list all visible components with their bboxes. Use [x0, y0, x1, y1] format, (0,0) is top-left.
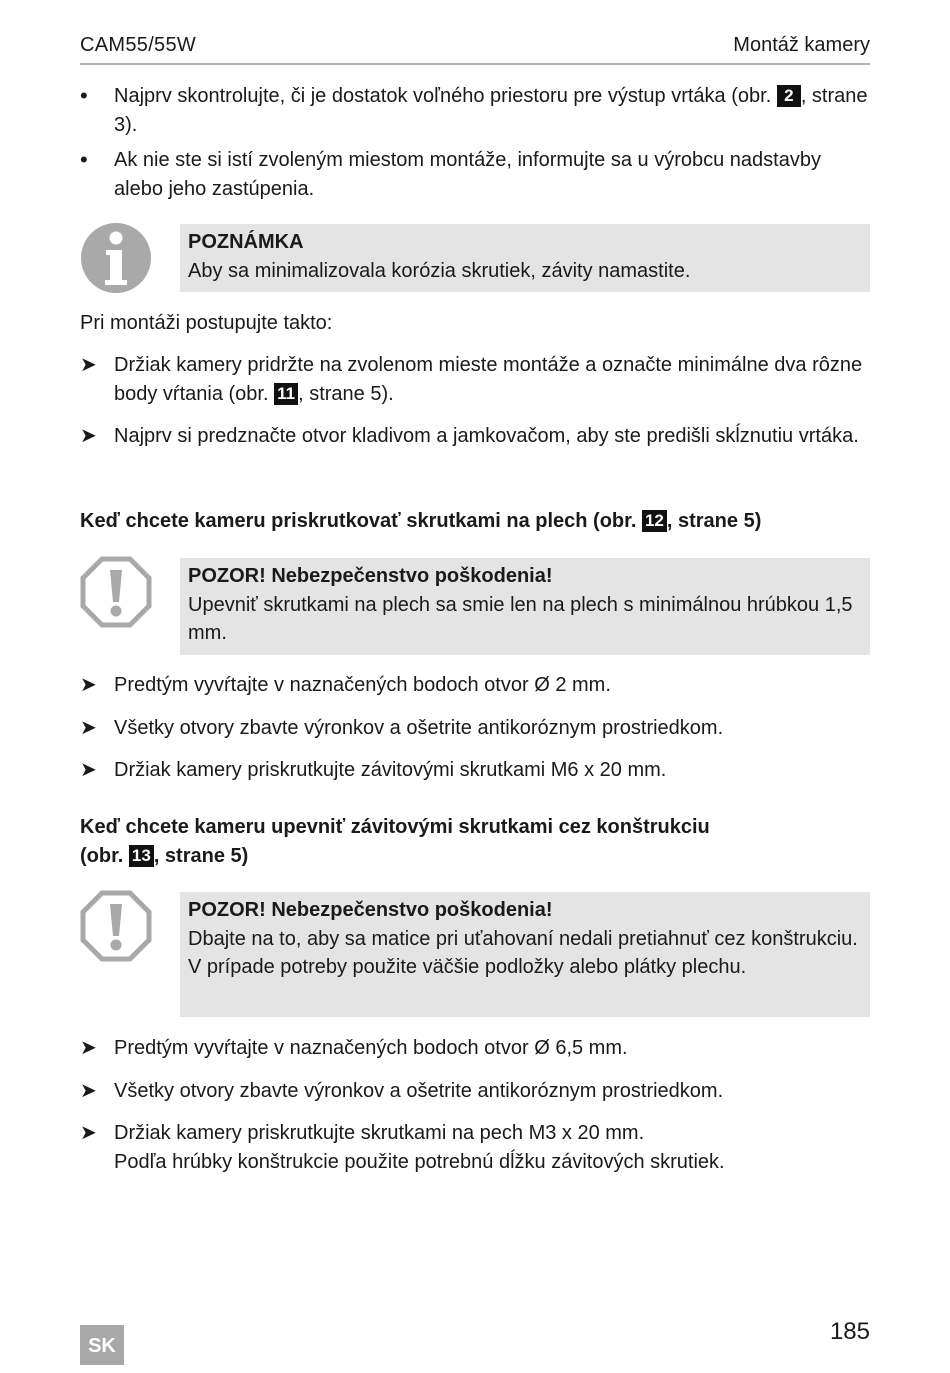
bullet-mark: •	[80, 147, 88, 172]
list-item	[80, 82, 870, 139]
bullet-mark: •	[80, 83, 88, 108]
figure-ref: 12	[642, 510, 667, 532]
note-text: Aby sa minimalizovala korózia skrutiek, závity namastite.	[188, 259, 691, 282]
list-item-text: Podľa hrúbky konštrukcie použite potrebnú dĺžku závitových skrutiek.	[114, 1150, 725, 1173]
list-item	[80, 1119, 870, 1176]
warning-icon	[80, 890, 152, 962]
warning-box	[180, 892, 870, 1017]
list-item	[80, 714, 870, 743]
warning-title: POZOR! Nebezpečenstvo poškodenia!	[188, 899, 553, 921]
info-icon	[80, 222, 152, 294]
warning-icon	[80, 556, 152, 628]
language-badge: SK	[80, 1325, 124, 1365]
page-number: 185	[829, 1318, 870, 1345]
figure-ref: 13	[129, 845, 154, 867]
arrow-icon: ➤	[80, 1080, 97, 1102]
list-item	[80, 422, 870, 451]
list-item-text: , strane 3).	[114, 85, 868, 136]
page-header	[80, 30, 870, 65]
note-title: POZNÁMKA	[188, 231, 304, 253]
section-title: Montáž kamery	[733, 34, 870, 56]
list-item-text: Predtým vyvŕtajte v naznačených bodoch otvor Ø 6,5 mm.	[114, 1037, 628, 1059]
arrow-icon: ➤	[80, 354, 97, 376]
list-item	[80, 1077, 870, 1106]
heading-text: , strane 5)	[666, 510, 762, 532]
list-item-text: Všetky otvory zbavte výronkov a ošetrite antikoróznym prostriedkom.	[114, 1080, 724, 1102]
list-item	[80, 671, 870, 700]
procedure-intro: Pri montáži postupujte takto:	[80, 312, 333, 334]
list-item-text: Všetky otvory zbavte výronkov a ošetrite antikoróznym prostriedkom.	[114, 717, 724, 739]
arrow-icon: ➤	[80, 717, 97, 739]
list-item-text: Držiak kamery priskrutkujte skrutkami na pech M3 x 20 mm.	[114, 1122, 645, 1144]
list-item-text: Najprv si predznačte otvor kladivom a jamkovačom, aby ste predišli skĺznutiu vrtáka.	[114, 425, 859, 447]
warning-text: V prípade potreby použite väčšie podložky alebo plátky plechu.	[188, 956, 747, 978]
warning-text: Upevniť skrutkami na plech sa smie len na plech s minimálnou hrúbkou 1,5 mm.	[188, 593, 853, 644]
arrow-icon: ➤	[80, 674, 97, 696]
list-item-text: Predtým vyvŕtajte v naznačených bodoch otvor Ø 2 mm.	[114, 674, 611, 696]
section-heading	[80, 507, 870, 536]
arrow-icon: ➤	[80, 425, 97, 447]
list-item	[80, 756, 870, 785]
figure-ref: 11	[274, 383, 298, 405]
heading-text: , strane 5)	[153, 844, 249, 867]
product-name: CAM55/55W	[80, 34, 197, 56]
list-item-text: Držiak kamery pridržte na zvolenom mieste montáže a označte minimálne dva rôzne body vŕtania (obr.	[114, 354, 863, 405]
heading-text: (obr.	[80, 844, 129, 867]
list-item	[80, 146, 870, 203]
arrow-icon: ➤	[80, 759, 97, 781]
list-item-text: , strane 5).	[298, 382, 394, 405]
list-item	[80, 351, 870, 408]
warning-title: POZOR! Nebezpečenstvo poškodenia!	[188, 565, 553, 587]
section-heading	[80, 813, 870, 870]
arrow-icon: ➤	[80, 1122, 97, 1144]
note-box	[180, 224, 870, 292]
figure-ref: 2	[777, 85, 801, 107]
list-item-text: Držiak kamery priskrutkujte závitovými skrutkami M6 x 20 mm.	[114, 759, 667, 781]
heading-text: Keď chcete kameru priskrutkovať skrutkami na plech (obr.	[80, 510, 642, 532]
arrow-icon: ➤	[80, 1037, 97, 1059]
list-item	[80, 1034, 870, 1063]
warning-text: Dbajte na to, aby sa matice pri uťahovaní nedali pretiahnuť cez konštrukciu.	[188, 927, 858, 950]
warning-box	[180, 558, 870, 655]
list-item-text: Ak nie ste si istí zvoleným miestom montáže, informujte sa u výrobcu nadstavby alebo jeho zastúpenia.	[114, 149, 821, 200]
list-item-text: Najprv skontrolujte, či je dostatok voľného priestoru pre výstup vrtáka (obr.	[114, 85, 777, 107]
heading-text: Keď chcete kameru upevniť závitovými skrutkami cez konštrukciu	[80, 816, 710, 838]
